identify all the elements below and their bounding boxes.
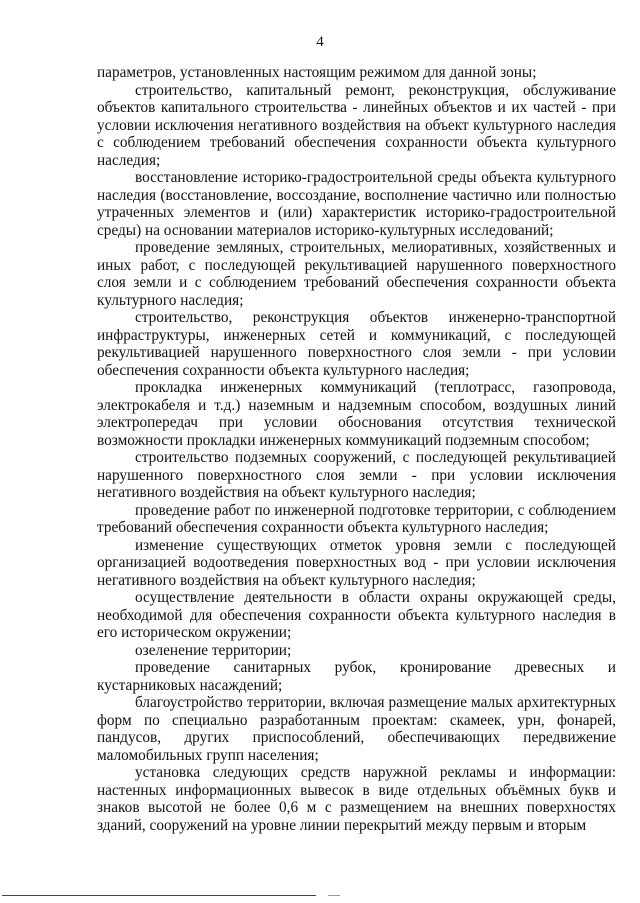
paragraph: осуществление деятельности в области охраны окружающей среды, необходимой для обеспечения сохранности объекта культурного наследия в его историческом окружении; bbox=[97, 589, 616, 641]
paragraph: проведение работ по инженерной подготовке территории, с соблюдением требований обеспечения сохранности объекта культурного наследия; bbox=[97, 501, 616, 536]
page-number: 4 bbox=[316, 34, 324, 50]
document-body bbox=[97, 64, 616, 834]
paragraph: озеленение территории; bbox=[135, 641, 292, 659]
paragraph: восстановление историко-градостроительной среды объекта культурного наследия (восстановление, воссоздание, восполнение частично или полностью утраченных элементов и (или) характеристик историко-градостроительной среды) на основании материалов историко-культурных исследований; bbox=[97, 169, 616, 239]
paragraph: прокладка инженерных коммуникаций (теплотрасс, газопровода, электрокабеля и т.д.) наземным и надземным способом, воздушных линий электропередач при условии обоснования отсутствия технической возможности прокладки инженерных коммуникаций подземным способом; bbox=[97, 379, 616, 449]
paragraph: проведение земляных, строительных, мелиоративных, хозяйственных и иных работ, с последующей рекультивацией нарушенного поверхностного слоя земли и с соблюдением требований обеспечения сохранности объекта культурного наследия; bbox=[97, 239, 616, 309]
paragraph: строительство, реконструкция объектов инженерно-транспортной инфраструктуры, инженерных сетей и коммуникаций, с последующей рекультивацией нарушенного поверхностного слоя земли - при условии обеспечения сохранности объекта культурного наследия; bbox=[97, 309, 616, 379]
paragraph: изменение существующих отметок уровня земли с последующей организацией водоотведения поверхностных вод - при условии исключения негативного воздействия на объект культурного наследия; bbox=[97, 536, 616, 589]
paragraph: строительство подземных сооружений, с последующей рекультивацией нарушенного поверхностного слоя земли - при условии исключения негативного воздействия на объект культурного наследия; bbox=[97, 449, 616, 501]
footer-divider bbox=[2, 895, 316, 896]
paragraph: благоустройство территории, включая размещение малых архитектурных форм по специально разработанным проектам: скамеек, урн, фонарей, пандусов, других приспособлений, обеспечивающих передвижение маломобильных групп населения; bbox=[97, 694, 616, 764]
paragraph: установка следующих средств наружной рекламы и информации: настенных информационных вывесок в виде отдельных объёмных букв и знаков высотой не более 0,6 м с размещением на внешних поверхностях зданий, сооружений на уровне линии перекрытий между первым и вторым bbox=[97, 764, 616, 834]
footer-divider-mark bbox=[328, 895, 340, 896]
paragraph: параметров, установленных настоящим режимом для данной зоны; bbox=[97, 64, 537, 81]
paragraph: проведение санитарных рубок, кронирование древесных и кустарниковых насаждений; bbox=[97, 659, 616, 694]
paragraph: строительство, капитальный ремонт, реконструкция, обслуживание объектов капитального строительства - линейных объектов и их частей - при условии исключения негативного воздействия на объект культурного наследия с соблюдением требований обеспечения сохранности объекта культурного наследия; bbox=[97, 81, 616, 169]
